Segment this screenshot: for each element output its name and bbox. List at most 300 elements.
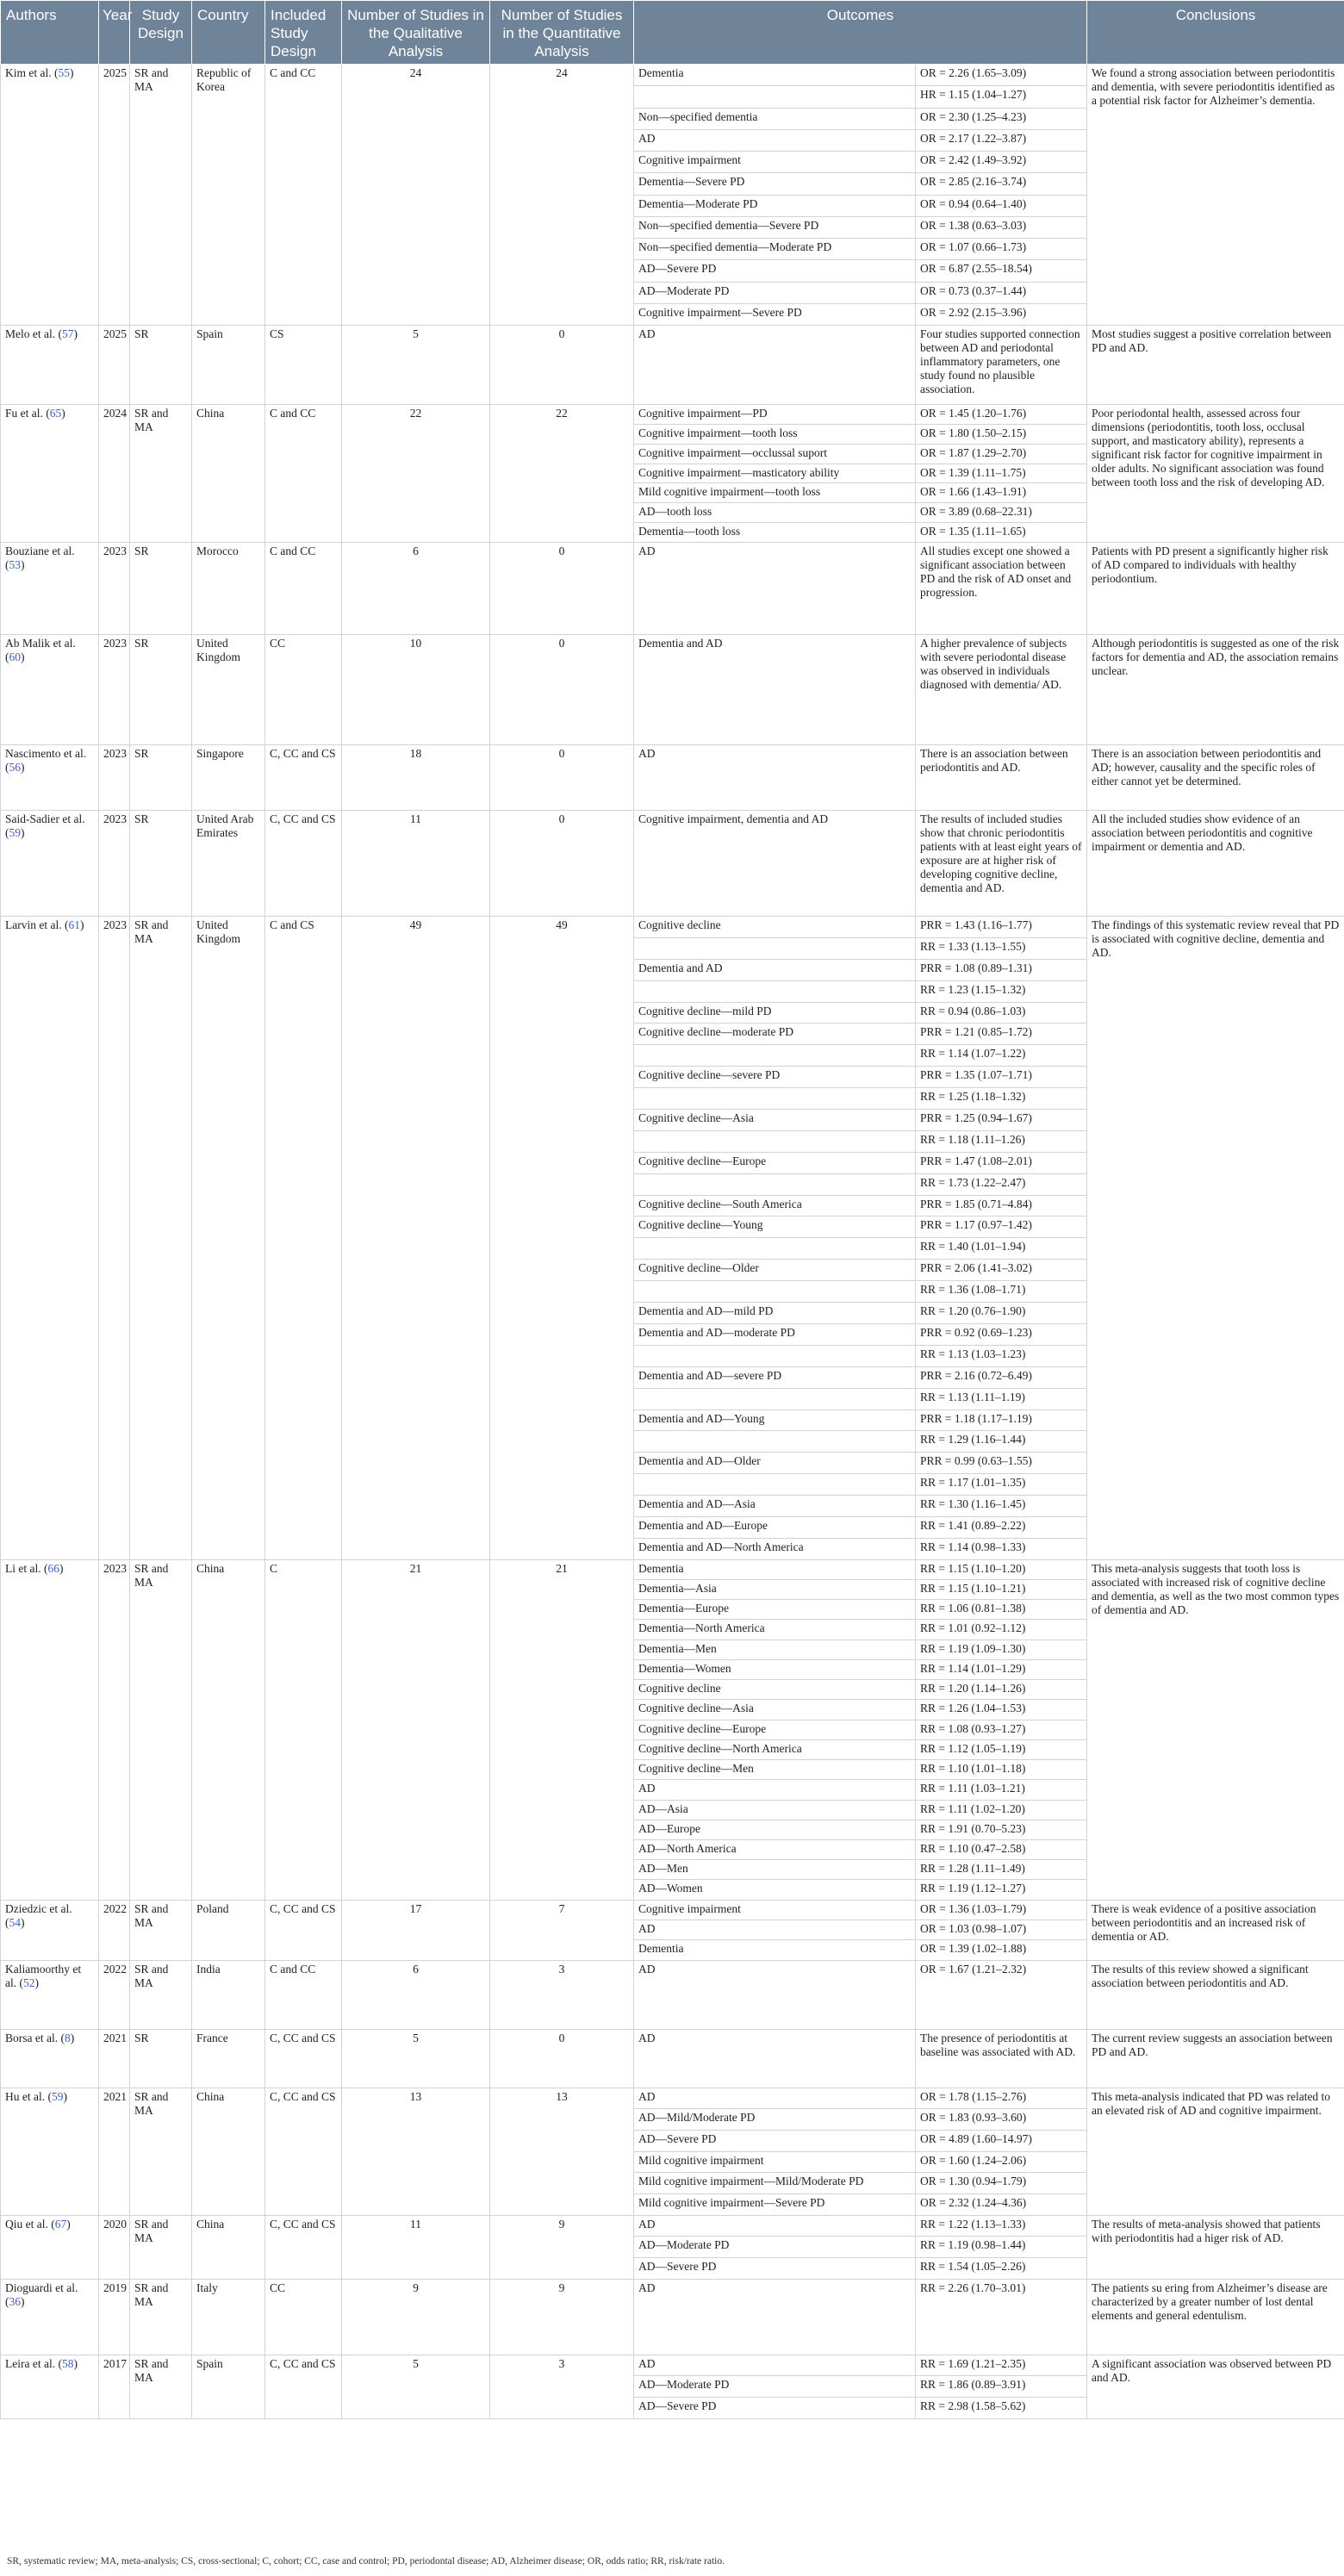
reference-link[interactable]: 67	[54, 2217, 67, 2231]
reference-link[interactable]: 59	[9, 826, 21, 840]
year-cell: 2023	[99, 1559, 130, 1900]
outcome-name-cell: Cognitive decline—mild PD	[634, 1002, 916, 1024]
year-cell: 2017	[99, 2355, 130, 2418]
outcome-name-cell: AD—North America	[634, 1840, 916, 1860]
outcome-value-cell: PRR = 1.85 (0.71–4.84)	[916, 1195, 1087, 1216]
year-cell: 2024	[99, 405, 130, 543]
study-design-cell: SR	[130, 745, 192, 811]
outcome-name-cell: AD	[634, 1960, 916, 2029]
table-row	[1, 65, 1344, 86]
outcome-value-cell: OR = 1.87 (1.29–2.70)	[916, 444, 1087, 464]
quantitative-count-cell: 13	[490, 2088, 634, 2215]
table-row	[1, 543, 1344, 635]
outcome-value-cell: There is an association between periodontitis and AD.	[916, 745, 1087, 811]
year-cell: 2025	[99, 65, 130, 326]
outcome-value-cell: OR = 1.60 (1.24–2.06)	[916, 2151, 1087, 2173]
outcome-name-cell: Cognitive decline—Older	[634, 1260, 916, 1281]
qualitative-count-cell: 22	[342, 405, 490, 543]
author-name: Kaliamoorthy et al.	[5, 1962, 82, 1989]
outcome-value-cell: RR = 1.01 (0.92–1.12)	[916, 1620, 1087, 1640]
outcome-name-cell: Dementia—Moderate PD	[634, 195, 916, 216]
outcome-value-cell: A higher prevalence of subjects with severe periodontal disease was observed in individuals diagnosed with dementia/ AD.	[916, 635, 1087, 745]
outcome-name-cell: Cognitive decline—Asia	[634, 1700, 916, 1720]
outcome-name-cell: AD—Mild/Moderate PD	[634, 2109, 916, 2131]
country-cell: Singapore	[192, 745, 265, 811]
author-cell: Larvin et al. (61)	[1, 917, 99, 1560]
outcome-name-cell: AD	[634, 2355, 916, 2376]
outcome-value-cell: RR = 2.26 (1.70–3.01)	[916, 2279, 1087, 2355]
included-design-cell: C	[265, 1559, 342, 1900]
outcome-value-cell: Four studies supported connection between AD and periodontal inflammatory parameters, one study found no plausible association.	[916, 326, 1087, 405]
outcome-name-cell: AD—Moderate PD	[634, 2376, 916, 2398]
outcome-value-cell: RR = 1.10 (0.47–2.58)	[916, 1840, 1087, 1860]
outcome-name-cell: Dementia and AD	[634, 959, 916, 980]
outcome-value-cell: PRR = 1.08 (0.89–1.31)	[916, 959, 1087, 980]
outcome-value-cell: OR = 1.45 (1.20–1.76)	[916, 405, 1087, 425]
table-row	[1, 2088, 1344, 2109]
outcome-name-cell	[634, 86, 916, 108]
outcome-name-cell: Dementia and AD—Young	[634, 1409, 916, 1431]
quantitative-count-cell: 24	[490, 65, 634, 326]
outcome-value-cell: RR = 1.26 (1.04–1.53)	[916, 1700, 1087, 1720]
qualitative-count-cell: 24	[342, 65, 490, 326]
included-design-cell: CC	[265, 2279, 342, 2355]
table-row	[1, 811, 1344, 917]
table-row	[1, 2355, 1344, 2376]
outcome-name-cell: Cognitive decline	[634, 917, 916, 938]
outcome-value-cell: RR = 1.08 (0.93–1.27)	[916, 1720, 1087, 1739]
outcome-name-cell: AD—tooth loss	[634, 503, 916, 523]
header-included-design: Included Study Design	[265, 1, 342, 65]
qualitative-count-cell: 5	[342, 2355, 490, 2418]
qualitative-count-cell: 49	[342, 917, 490, 1560]
outcome-value-cell: OR = 6.87 (2.55–18.54)	[916, 260, 1087, 282]
conclusion-cell: A significant association was observed between PD and AD.	[1087, 2355, 1344, 2418]
outcome-name-cell: Non—specified dementia—Moderate PD	[634, 239, 916, 260]
study-design-cell: SR	[130, 635, 192, 745]
year-cell: 2019	[99, 2279, 130, 2355]
outcome-value-cell: OR = 1.03 (0.98–1.07)	[916, 1920, 1087, 1940]
outcome-name-cell	[634, 1431, 916, 1453]
author-cell: Nascimento et al. (56)	[1, 745, 99, 811]
quantitative-count-cell: 0	[490, 326, 634, 405]
outcome-value-cell: PRR = 2.16 (0.72–6.49)	[916, 1366, 1087, 1388]
outcome-value-cell: RR = 1.10 (1.01–1.18)	[916, 1760, 1087, 1780]
header-year: Year	[99, 1, 130, 65]
outcome-name-cell: Dementia—Men	[634, 1640, 916, 1659]
outcome-value-cell: The results of included studies show that chronic periodontitis patients with at least eight years of exposure are at higher risk of developing cognitive decline, dementia and AD.	[916, 811, 1087, 917]
outcome-value-cell: PRR = 1.21 (0.85–1.72)	[916, 1024, 1087, 1045]
outcome-value-cell: RR = 1.54 (1.05–2.26)	[916, 2257, 1087, 2279]
outcome-name-cell: Mild cognitive impairment—Mild/Moderate PD	[634, 2173, 916, 2194]
outcome-value-cell: RR = 1.11 (1.02–1.20)	[916, 1800, 1087, 1820]
outcome-value-cell: RR = 1.14 (1.01–1.29)	[916, 1659, 1087, 1679]
outcome-value-cell: OR = 1.39 (1.02–1.88)	[916, 1940, 1087, 1960]
outcome-value-cell: PRR = 1.35 (1.07–1.71)	[916, 1067, 1087, 1088]
outcome-value-cell: OR = 2.32 (1.24–4.36)	[916, 2193, 1087, 2215]
outcome-value-cell: RR = 1.73 (1.22–2.47)	[916, 1173, 1087, 1195]
outcome-value-cell: OR = 1.39 (1.11–1.75)	[916, 464, 1087, 483]
year-cell: 2023	[99, 543, 130, 635]
country-cell: United Kingdom	[192, 917, 265, 1560]
table-row	[1, 917, 1344, 938]
outcome-value-cell: RR = 1.25 (1.18–1.32)	[916, 1088, 1087, 1110]
outcome-value-cell: OR = 2.30 (1.25–4.23)	[916, 108, 1087, 129]
outcome-name-cell: AD—Severe PD	[634, 2131, 916, 2152]
conclusion-cell: There is an association between periodontitis and AD; however, causality and the specific roles of either cannot yet be determined.	[1087, 745, 1344, 811]
outcome-name-cell: AD—Asia	[634, 1800, 916, 1820]
author-cell: Hu et al. (59)	[1, 2088, 99, 2215]
outcome-value-cell: PRR = 0.99 (0.63–1.55)	[916, 1453, 1087, 1474]
year-cell: 2023	[99, 745, 130, 811]
conclusion-cell: The patients su ering from Alzheimer’s disease are characterized by a greater number of lost dental elements and general edentulism.	[1087, 2279, 1344, 2355]
table-footnote: SR, systematic review; MA, meta-analysis; CS, cross-sectional; C, cohort; CC, case and control; PD, periodontal disease; AD, Alzheimer disease; OR, odds ratio; RR, risk/rate ratio.	[7, 2556, 725, 2567]
outcome-name-cell: Dementia—North America	[634, 1620, 916, 1640]
qualitative-count-cell: 11	[342, 2215, 490, 2279]
table-row	[1, 635, 1344, 745]
outcome-value-cell: RR = 1.41 (0.89–2.22)	[916, 1516, 1087, 1538]
author-name: Nascimento et al.	[5, 747, 87, 761]
outcome-name-cell: AD—Severe PD	[634, 260, 916, 282]
country-cell: United Arab Emirates	[192, 811, 265, 917]
outcome-value-cell: RR = 1.19 (1.09–1.30)	[916, 1640, 1087, 1659]
outcome-value-cell: OR = 1.80 (1.50–2.15)	[916, 424, 1087, 444]
qualitative-count-cell: 6	[342, 543, 490, 635]
outcome-value-cell: RR = 2.98 (1.58–5.62)	[916, 2397, 1087, 2418]
year-cell: 2020	[99, 2215, 130, 2279]
outcome-value-cell: OR = 2.92 (2.15–3.96)	[916, 303, 1087, 325]
conclusion-cell: The results of meta-analysis showed that patients with periodontitis had a higer risk of AD.	[1087, 2215, 1344, 2279]
outcome-value-cell: OR = 1.78 (1.15–2.76)	[916, 2088, 1087, 2109]
study-design-cell: SR and MA	[130, 1900, 192, 1960]
outcome-name-cell: Cognitive decline—Men	[634, 1760, 916, 1780]
outcome-value-cell: RR = 1.86 (0.89–3.91)	[916, 2376, 1087, 2398]
outcome-name-cell: Cognitive impairment	[634, 1900, 916, 1920]
outcome-name-cell: AD	[634, 2279, 916, 2355]
outcome-name-cell: Non—specified dementia—Severe PD	[634, 216, 916, 238]
outcome-name-cell: Cognitive decline—Europe	[634, 1152, 916, 1173]
conclusion-cell: All the included studies show evidence of an association between periodontitis and cognitive impairment or dementia and AD.	[1087, 811, 1344, 917]
outcome-value-cell: OR = 1.67 (1.21–2.32)	[916, 1960, 1087, 2029]
author-name: Hu et al.	[5, 2089, 46, 2103]
reference-link[interactable]: 8	[64, 2031, 71, 2044]
outcome-name-cell: Mild cognitive impairment—Severe PD	[634, 2193, 916, 2215]
study-design-cell: SR and MA	[130, 917, 192, 1560]
table-row	[1, 2029, 1344, 2088]
quantitative-count-cell: 0	[490, 543, 634, 635]
reference-link[interactable]: 52	[23, 1976, 35, 1989]
quantitative-count-cell: 0	[490, 635, 634, 745]
author-cell: Qiu et al. (67)	[1, 2215, 99, 2279]
table-body	[1, 65, 1344, 2419]
table-row	[1, 405, 1344, 425]
outcome-name-cell: Dementia and AD—mild PD	[634, 1303, 916, 1324]
qualitative-count-cell: 11	[342, 811, 490, 917]
reference-link[interactable]: 56	[9, 761, 21, 775]
outcome-name-cell: Cognitive impairment—masticatory ability	[634, 464, 916, 483]
outcome-name-cell: AD—Moderate PD	[634, 2237, 916, 2258]
reference-link[interactable]: 61	[68, 918, 80, 932]
included-design-cell: C, CC and CS	[265, 1900, 342, 1960]
outcome-name-cell: AD	[634, 326, 916, 405]
outcome-value-cell: RR = 1.15 (1.10–1.21)	[916, 1579, 1087, 1599]
outcome-value-cell: OR = 2.26 (1.65–3.09)	[916, 65, 1087, 86]
outcome-name-cell: Dementia and AD—severe PD	[634, 1366, 916, 1388]
country-cell: Spain	[192, 2355, 265, 2418]
outcome-name-cell: Cognitive impairment—tooth loss	[634, 424, 916, 444]
outcome-value-cell: RR = 1.29 (1.16–1.44)	[916, 1431, 1087, 1453]
reference-link[interactable]: 54	[9, 1915, 21, 1929]
conclusion-cell: Patients with PD present a significantly higher risk of AD compared to individuals with healthy periodontium.	[1087, 543, 1344, 635]
quantitative-count-cell: 22	[490, 405, 634, 543]
outcome-name-cell	[634, 1345, 916, 1366]
included-design-cell: C, CC and CS	[265, 2215, 342, 2279]
outcome-value-cell: All studies except one showed a significant association between PD and the risk of AD onset and progression.	[916, 543, 1087, 635]
reference-link[interactable]: 58	[61, 2356, 74, 2370]
qualitative-count-cell: 10	[342, 635, 490, 745]
outcome-value-cell: PRR = 1.25 (0.94–1.67)	[916, 1110, 1087, 1131]
included-design-cell: C and CC	[265, 65, 342, 326]
conclusion-cell: There is weak evidence of a positive association between periodontitis and an increased risk of dementia or AD.	[1087, 1900, 1344, 1960]
country-cell: Republic of Korea	[192, 65, 265, 326]
year-cell: 2022	[99, 1900, 130, 1960]
author-name: Larvin et al.	[5, 918, 62, 932]
year-cell: 2023	[99, 917, 130, 1560]
quantitative-count-cell: 3	[490, 2355, 634, 2418]
qualitative-count-cell: 17	[342, 1900, 490, 1960]
year-cell: 2021	[99, 2029, 130, 2088]
included-design-cell: C and CC	[265, 543, 342, 635]
outcome-value-cell: RR = 1.15 (1.10–1.20)	[916, 1559, 1087, 1579]
conclusion-cell: The findings of this systematic review reveal that PD is associated with cognitive decline, dementia and AD.	[1087, 917, 1344, 1560]
reference-link[interactable]: 55	[58, 66, 70, 79]
outcome-name-cell: Cognitive decline—South America	[634, 1195, 916, 1216]
reference-link[interactable]: 60	[9, 650, 21, 664]
qualitative-count-cell: 5	[342, 326, 490, 405]
outcome-name-cell: AD—Severe PD	[634, 2257, 916, 2279]
study-design-cell: SR	[130, 326, 192, 405]
outcome-name-cell: Dementia—Severe PD	[634, 173, 916, 195]
outcome-value-cell: HR = 1.15 (1.04–1.27)	[916, 86, 1087, 108]
outcome-value-cell: PRR = 1.47 (1.08–2.01)	[916, 1152, 1087, 1173]
included-design-cell: C and CC	[265, 405, 342, 543]
outcome-name-cell: Cognitive impairment, dementia and AD	[634, 811, 916, 917]
table-header-row	[1, 1, 1344, 65]
qualitative-count-cell: 21	[342, 1559, 490, 1900]
table-row	[1, 1559, 1344, 1579]
outcome-name-cell: Cognitive decline—Young	[634, 1216, 916, 1238]
reference-link[interactable]: 66	[47, 1561, 59, 1575]
outcome-name-cell: AD	[634, 129, 916, 151]
outcome-name-cell: Dementia	[634, 1940, 916, 1960]
outcome-value-cell: RR = 0.94 (0.86–1.03)	[916, 1002, 1087, 1024]
outcome-name-cell: Cognitive decline—moderate PD	[634, 1024, 916, 1045]
author-name: Kim et al.	[5, 66, 52, 79]
outcome-name-cell: AD	[634, 1780, 916, 1800]
quantitative-count-cell: 0	[490, 745, 634, 811]
outcome-value-cell: RR = 1.22 (1.13–1.33)	[916, 2215, 1087, 2237]
country-cell: Italy	[192, 2279, 265, 2355]
year-cell: 2021	[99, 2088, 130, 2215]
table-row	[1, 2215, 1344, 2237]
outcome-value-cell: OR = 1.30 (0.94–1.79)	[916, 2173, 1087, 2194]
included-design-cell: C, CC and CS	[265, 2355, 342, 2418]
outcome-value-cell: RR = 1.28 (1.11–1.49)	[916, 1860, 1087, 1880]
country-cell: India	[192, 1960, 265, 2029]
outcome-name-cell	[634, 1173, 916, 1195]
outcome-value-cell: OR = 1.07 (0.66–1.73)	[916, 239, 1087, 260]
conclusion-cell: Although periodontitis is suggested as one of the risk factors for dementia and AD, the association remains unclear.	[1087, 635, 1344, 745]
author-cell: Said-Sadier et al. (59)	[1, 811, 99, 917]
author-name: Leira et al.	[5, 2356, 56, 2370]
outcome-value-cell: RR = 1.23 (1.15–1.32)	[916, 980, 1087, 1002]
outcome-value-cell: RR = 1.30 (1.16–1.45)	[916, 1496, 1087, 1517]
quantitative-count-cell: 3	[490, 1960, 634, 2029]
author-cell: Li et al. (66)	[1, 1559, 99, 1900]
qualitative-count-cell: 5	[342, 2029, 490, 2088]
outcome-value-cell: OR = 0.73 (0.37–1.44)	[916, 282, 1087, 303]
qualitative-count-cell: 13	[342, 2088, 490, 2215]
outcome-name-cell	[634, 1088, 916, 1110]
outcome-name-cell: AD	[634, 745, 916, 811]
header-qualitative-count: Number of Studies in the Qualitative Analysis	[342, 1, 490, 65]
study-design-cell: SR	[130, 2029, 192, 2088]
outcome-value-cell: OR = 3.89 (0.68–22.31)	[916, 503, 1087, 523]
outcome-value-cell: RR = 1.17 (1.01–1.35)	[916, 1474, 1087, 1496]
header-country: Country	[192, 1, 265, 65]
author-cell: Borsa et al. (8)	[1, 2029, 99, 2088]
qualitative-count-cell: 9	[342, 2279, 490, 2355]
outcome-value-cell: PRR = 1.43 (1.16–1.77)	[916, 917, 1087, 938]
country-cell: Spain	[192, 326, 265, 405]
outcome-name-cell: Cognitive impairment—Severe PD	[634, 303, 916, 325]
conclusion-cell: This meta-analysis suggests that tooth loss is associated with increased risk of cognitive decline and dementia, as well as the two most common types of dementia and AD.	[1087, 1559, 1344, 1900]
outcome-name-cell	[634, 1045, 916, 1067]
author-name: Bouziane et al.	[5, 544, 75, 558]
outcome-name-cell	[634, 1130, 916, 1152]
author-name: Ab Malik et al.	[5, 637, 76, 650]
outcome-value-cell: RR = 1.06 (0.81–1.38)	[916, 1600, 1087, 1620]
outcome-name-cell: Mild cognitive impairment—tooth loss	[634, 483, 916, 503]
table-row	[1, 2279, 1344, 2355]
outcome-value-cell: RR = 1.19 (0.98–1.44)	[916, 2237, 1087, 2258]
outcome-name-cell	[634, 1388, 916, 1409]
outcome-value-cell: OR = 2.17 (1.22–3.87)	[916, 129, 1087, 151]
table-row	[1, 1900, 1344, 1920]
included-design-cell: C, CC and CS	[265, 811, 342, 917]
year-cell: 2025	[99, 326, 130, 405]
quantitative-count-cell: 49	[490, 917, 634, 1560]
outcome-name-cell	[634, 937, 916, 959]
reference-link[interactable]: 53	[9, 558, 21, 572]
outcome-value-cell: RR = 1.36 (1.08–1.71)	[916, 1281, 1087, 1303]
included-design-cell: C and CC	[265, 1960, 342, 2029]
outcome-value-cell: RR = 1.19 (1.12–1.27)	[916, 1880, 1087, 1900]
outcome-value-cell: PRR = 1.18 (1.17–1.19)	[916, 1409, 1087, 1431]
outcome-value-cell: PRR = 2.06 (1.41–3.02)	[916, 1260, 1087, 1281]
table-row	[1, 1960, 1344, 2029]
country-cell: China	[192, 405, 265, 543]
quantitative-count-cell: 21	[490, 1559, 634, 1900]
outcome-value-cell: RR = 1.33 (1.13–1.55)	[916, 937, 1087, 959]
outcome-value-cell: RR = 1.14 (0.98–1.33)	[916, 1538, 1087, 1559]
country-cell: Morocco	[192, 543, 265, 635]
outcome-value-cell: OR = 1.83 (0.93–3.60)	[916, 2109, 1087, 2131]
header-outcomes: Outcomes	[634, 1, 1087, 65]
quantitative-count-cell: 9	[490, 2215, 634, 2279]
outcome-name-cell: AD—Moderate PD	[634, 282, 916, 303]
country-cell: China	[192, 2088, 265, 2215]
reference-link[interactable]: 65	[49, 407, 62, 420]
year-cell: 2022	[99, 1960, 130, 2029]
author-name: Dziedzic et al.	[5, 1901, 72, 1915]
quantitative-count-cell: 0	[490, 2029, 634, 2088]
outcome-name-cell: AD—Men	[634, 1860, 916, 1880]
author-cell: Dioguardi et al. (36)	[1, 2279, 99, 2355]
author-name: Melo et al.	[5, 327, 56, 340]
outcome-name-cell: Dementia and AD—Older	[634, 1453, 916, 1474]
header-quantitative-count: Number of Studies in the Quantitative Analysis	[490, 1, 634, 65]
outcome-name-cell: Dementia—Women	[634, 1659, 916, 1679]
outcome-value-cell: PRR = 0.92 (0.69–1.23)	[916, 1323, 1087, 1345]
outcome-name-cell: Dementia and AD—Europe	[634, 1516, 916, 1538]
study-design-cell: SR and MA	[130, 2215, 192, 2279]
author-cell: Bouziane et al. (53)	[1, 543, 99, 635]
conclusion-cell: Most studies suggest a positive correlation between PD and AD.	[1087, 326, 1344, 405]
outcome-name-cell: AD—Women	[634, 1880, 916, 1900]
outcome-name-cell: AD—Severe PD	[634, 2397, 916, 2418]
reference-link[interactable]: 59	[52, 2089, 64, 2103]
author-cell: Melo et al. (57)	[1, 326, 99, 405]
outcome-name-cell: Dementia—Europe	[634, 1600, 916, 1620]
outcome-name-cell: Dementia—Asia	[634, 1579, 916, 1599]
outcome-name-cell: AD	[634, 1920, 916, 1940]
outcome-value-cell: RR = 1.20 (1.14–1.26)	[916, 1680, 1087, 1700]
outcome-name-cell: Dementia—tooth loss	[634, 523, 916, 543]
outcome-value-cell: RR = 1.13 (1.11–1.19)	[916, 1388, 1087, 1409]
included-design-cell: CC	[265, 635, 342, 745]
outcome-name-cell: Dementia and AD—North America	[634, 1538, 916, 1559]
study-design-cell: SR and MA	[130, 2279, 192, 2355]
outcome-value-cell: RR = 1.91 (0.70–5.23)	[916, 1820, 1087, 1839]
author-cell: Leira et al. (58)	[1, 2355, 99, 2418]
qualitative-count-cell: 18	[342, 745, 490, 811]
included-design-cell: C and CS	[265, 917, 342, 1560]
author-cell: Fu et al. (65)	[1, 405, 99, 543]
reference-link[interactable]: 57	[61, 327, 74, 340]
country-cell: Poland	[192, 1900, 265, 1960]
author-cell: Dziedzic et al. (54)	[1, 1900, 99, 1960]
conclusion-cell: We found a strong association between periodontitis and dementia, with severe periodontitis identified as a potential risk factor for Alzheimer’s dementia.	[1087, 65, 1344, 326]
reference-link[interactable]: 36	[9, 2294, 21, 2308]
outcome-name-cell: Mild cognitive impairment	[634, 2151, 916, 2173]
outcome-value-cell: RR = 1.14 (1.07–1.22)	[916, 1045, 1087, 1067]
outcome-name-cell: Cognitive decline	[634, 1680, 916, 1700]
outcome-value-cell: OR = 0.94 (0.64–1.40)	[916, 195, 1087, 216]
year-cell: 2023	[99, 811, 130, 917]
included-design-cell: C, CC and CS	[265, 2088, 342, 2215]
outcome-name-cell	[634, 1238, 916, 1260]
outcome-name-cell: Dementia	[634, 1559, 916, 1579]
author-name: Borsa et al.	[5, 2031, 59, 2044]
author-name: Li et al.	[5, 1561, 41, 1575]
study-design-cell: SR and MA	[130, 1559, 192, 1900]
outcome-name-cell: Cognitive decline—Europe	[634, 1720, 916, 1739]
author-name: Fu et al.	[5, 407, 43, 420]
outcome-name-cell: Dementia and AD—Asia	[634, 1496, 916, 1517]
quantitative-count-cell: 0	[490, 811, 634, 917]
author-cell: Kaliamoorthy et al. (52)	[1, 1960, 99, 2029]
